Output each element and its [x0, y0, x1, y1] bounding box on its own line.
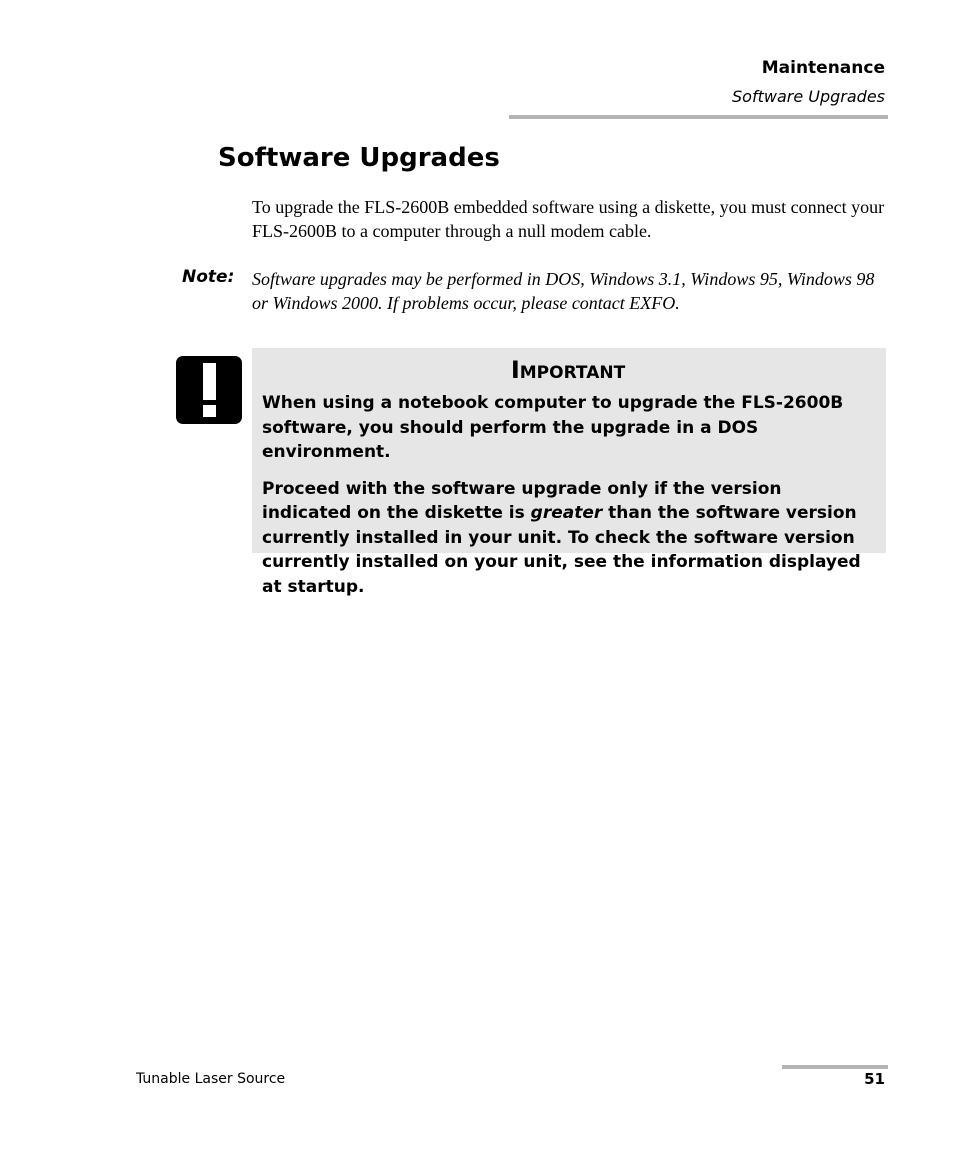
important-paragraph-1: When using a notebook computer to upgrade the FLS-2600B software, you should perform the upgrade in a DOS environment. [262, 393, 844, 462]
running-header-section: Software Upgrades [732, 87, 885, 106]
important-emphasis: greater [530, 503, 603, 523]
important-callout [252, 348, 886, 597]
important-paragraph-2-start: Proceed with the software upgrade only if the version indicated on the diskette is [262, 478, 782, 523]
page-number: 51 [864, 1070, 885, 1088]
exclamation-icon [176, 356, 242, 424]
header-rule [509, 115, 888, 119]
important-title: Important [510, 356, 626, 384]
intro-paragraph: To upgrade the FLS-2600B embedded software using a diskette, you must connect your FLS-2600B to a computer through a null modem cable. [252, 197, 885, 241]
important-paragraph-2 [262, 477, 874, 600]
footer-rule [782, 1065, 888, 1069]
note-text: Software upgrades may be performed in DOS, Windows 3.1, Windows 95, Windows 98 or Windows 2000. If problems occur, please contact EXFO. [252, 269, 875, 313]
running-header-chapter: Maintenance [761, 58, 885, 78]
footer-document-title: Tunable Laser Source [136, 1071, 286, 1087]
note-label: Note: [182, 267, 235, 287]
section-title: Software Upgrades [218, 143, 500, 173]
important-paragraph-2-end: than the software version currently installed in your unit. To check the software version currently installed on your unit, see the information displayed at startup. [262, 503, 861, 597]
